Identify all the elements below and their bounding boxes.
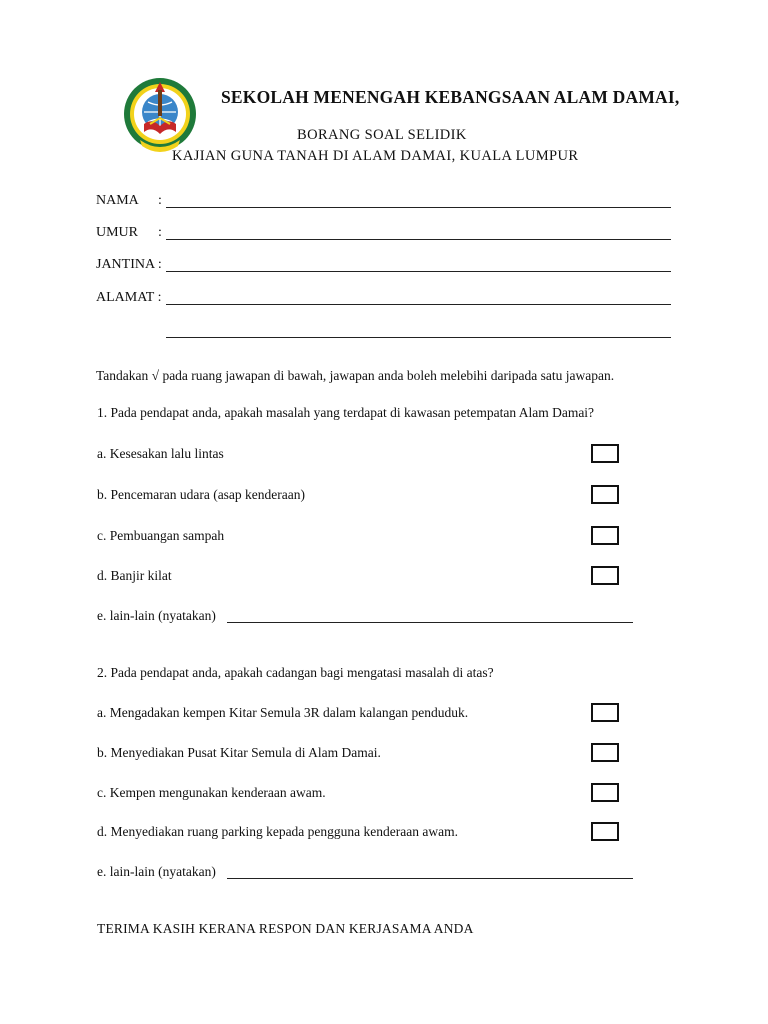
- study-title: KAJIAN GUNA TANAH DI ALAM DAMAI, KUALA LUMPUR: [172, 148, 579, 164]
- form-title: BORANG SOAL SELIDIK: [297, 127, 467, 143]
- q1-option-a: a. Kesesakan lalu lintas: [97, 446, 224, 461]
- school-name: SEKOLAH MENENGAH KEBANGSAAN ALAM DAMAI,: [221, 87, 680, 107]
- nama-separator: :: [158, 193, 162, 208]
- q2-option-e: e. lain-lain (nyatakan): [97, 864, 216, 879]
- q2-checkbox-c[interactable]: [591, 783, 619, 802]
- umur-field[interactable]: [166, 239, 671, 240]
- alamat-field-line-2[interactable]: [166, 337, 671, 338]
- closing-text: TERIMA KASIH KERANA RESPON DAN KERJASAMA ANDA: [97, 921, 474, 936]
- umur-label: UMUR: [96, 225, 139, 240]
- question-2: 2. Pada pendapat anda, apakah cadangan bagi mengatasi masalah di atas?: [97, 665, 494, 680]
- school-crest-icon: [122, 74, 198, 156]
- alamat-label: ALAMAT :: [96, 290, 162, 305]
- q1-option-e: e. lain-lain (nyatakan): [97, 608, 216, 623]
- nama-label: NAMA: [96, 193, 139, 208]
- q2-option-b: b. Menyediakan Pusat Kitar Semula di Alam Damai.: [97, 745, 381, 760]
- q1-option-d: d. Banjir kilat: [97, 568, 172, 583]
- q1-other-field[interactable]: [227, 622, 633, 623]
- q1-option-b: b. Pencemaran udara (asap kenderaan): [97, 487, 306, 502]
- q2-checkbox-b[interactable]: [591, 743, 619, 762]
- alamat-field[interactable]: [166, 304, 671, 305]
- q2-option-d: d. Menyediakan ruang parking kepada pengguna kenderaan awam.: [97, 824, 458, 839]
- q1-checkbox-d[interactable]: [591, 566, 619, 585]
- q1-checkbox-b[interactable]: [591, 485, 619, 504]
- q2-option-a: a. Mengadakan kempen Kitar Semula 3R dalam kalangan penduduk.: [97, 705, 469, 720]
- question-1: 1. Pada pendapat anda, apakah masalah yang terdapat di kawasan petempatan Alam Damai?: [97, 405, 595, 420]
- q2-checkbox-a[interactable]: [591, 703, 619, 722]
- q1-checkbox-a[interactable]: [591, 444, 619, 463]
- q2-other-field[interactable]: [227, 878, 633, 879]
- jantina-label: JANTINA :: [96, 257, 162, 272]
- jantina-field[interactable]: [166, 271, 671, 272]
- instruction-text: Tandakan √ pada ruang jawapan di bawah, jawapan anda boleh melebihi daripada satu jawapan.: [96, 368, 615, 383]
- q1-option-c: c. Pembuangan sampah: [97, 528, 225, 543]
- q2-option-c: c. Kempen mengunakan kenderaan awam.: [97, 785, 326, 800]
- q1-checkbox-c[interactable]: [591, 526, 619, 545]
- q2-checkbox-d[interactable]: [591, 822, 619, 841]
- nama-field[interactable]: [166, 207, 671, 208]
- umur-separator: :: [158, 225, 162, 240]
